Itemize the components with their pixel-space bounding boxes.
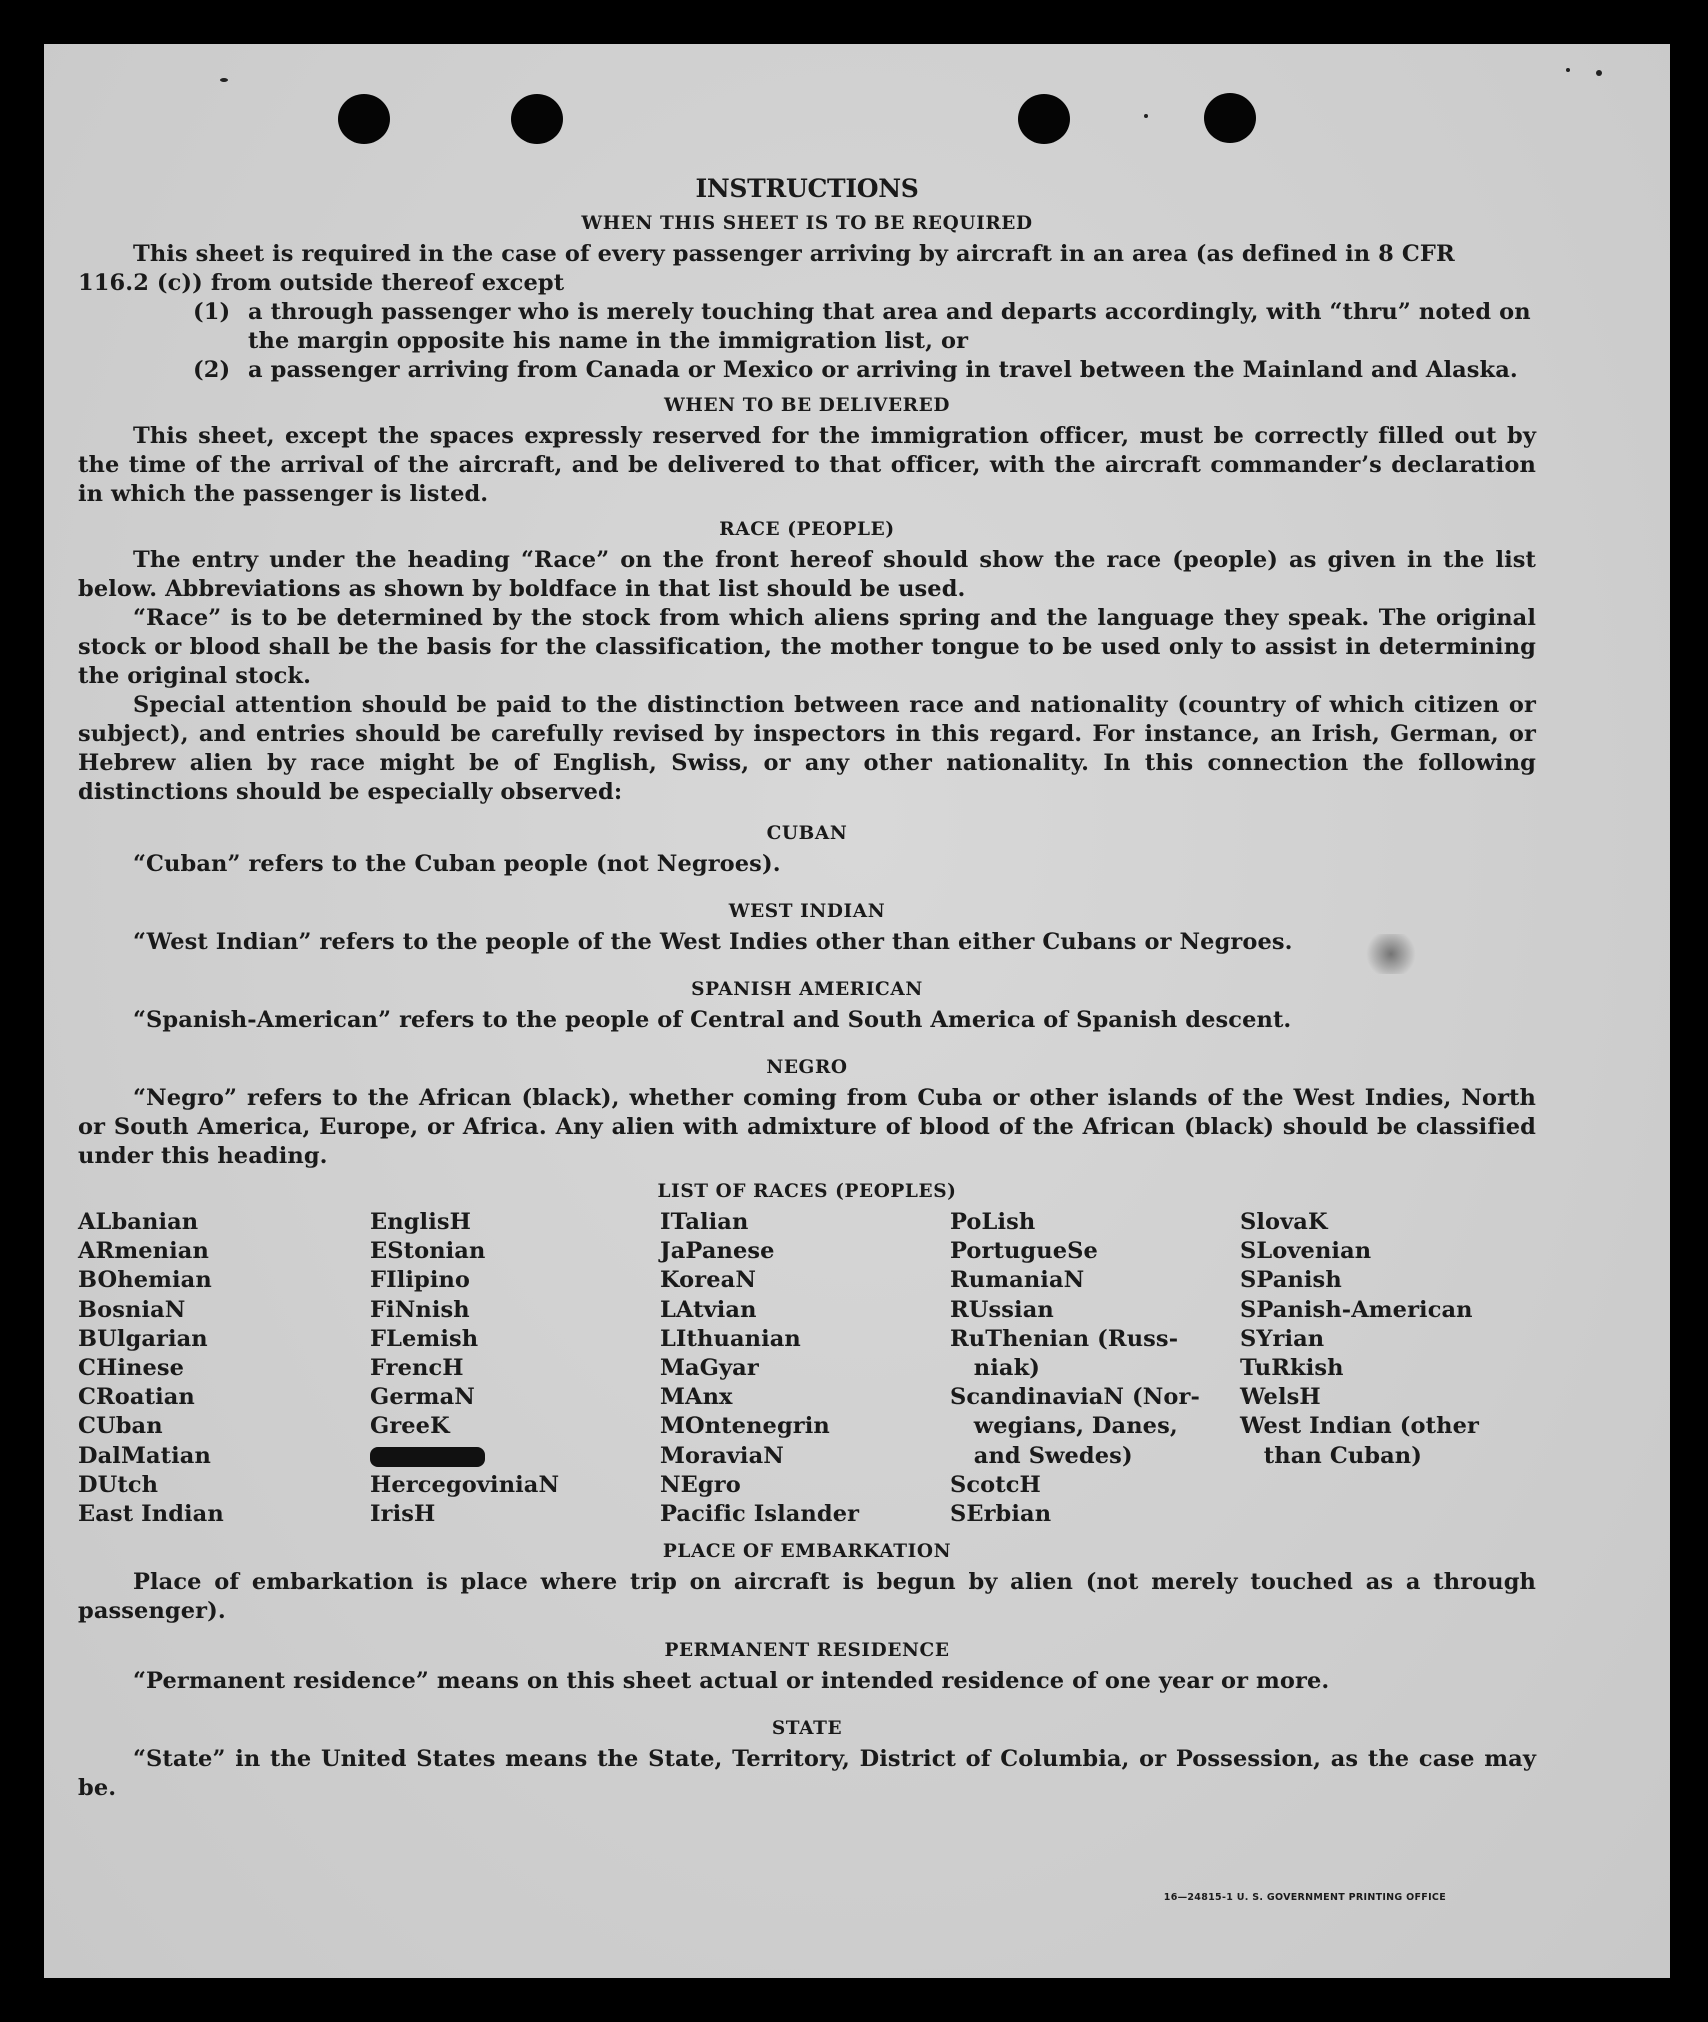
race-entry: EnglisH bbox=[370, 1209, 471, 1235]
punch-hole bbox=[1204, 93, 1256, 143]
race-entry: ALbanian bbox=[78, 1209, 199, 1235]
heading-west-indian: WEST INDIAN bbox=[728, 901, 886, 922]
race-column bbox=[78, 1208, 370, 1529]
exception-number: (1) bbox=[193, 299, 231, 325]
punch-hole bbox=[511, 94, 563, 144]
when-required-line1: This sheet is required in the case of every passenger arriving by aircraft in an area (as defined in 8 CFR bbox=[133, 241, 1455, 267]
instructions-content bbox=[78, 174, 1536, 1803]
race-paragraph-2: “Race” is to be determined by the stock from which aliens spring and the language they speak. The original stock or blood shall be the basis for the classification, the mother tongue to be used only to assist in determining the original stock. bbox=[78, 605, 1536, 689]
race-entry: than Cuban) bbox=[1240, 1442, 1423, 1469]
negro-text: “Negro” refers to the African (black), whether coming from Cuba or other islands of the West Indies, North or South America, Europe, or Africa. Any alien with admixture of blood of the African (black) should be classified under this heading. bbox=[78, 1085, 1536, 1169]
heading-state: STATE bbox=[771, 1718, 843, 1740]
race-column bbox=[1240, 1208, 1536, 1529]
race-entry: MAnx bbox=[660, 1384, 733, 1411]
race-entry: Pacific Islander bbox=[660, 1501, 860, 1528]
heading-when-delivered: WHEN TO BE DELIVERED bbox=[664, 395, 950, 416]
document-page bbox=[44, 44, 1670, 1978]
heading-when-required: WHEN THIS SHEET IS TO BE REQUIRED bbox=[581, 213, 1033, 234]
when-required-line2: 116.2 (c)) from outside thereof except bbox=[78, 270, 565, 296]
race-entry: EStonian bbox=[370, 1238, 486, 1265]
speck bbox=[1596, 70, 1602, 76]
race-column bbox=[660, 1208, 950, 1529]
speck bbox=[1144, 114, 1148, 118]
race-entry: FiNnish bbox=[370, 1296, 470, 1323]
race-entry: GermaN bbox=[370, 1384, 475, 1411]
exception-text: a passenger arriving from Canada or Mexico or arriving in travel between the Mainland and Alaska. bbox=[248, 357, 1518, 383]
heading-spanish-american: SPANISH AMERICAN bbox=[691, 979, 923, 1000]
race-entry: SPanish bbox=[1240, 1267, 1342, 1294]
race-entry: wegians, Danes, bbox=[950, 1413, 1178, 1440]
race-entry: MaGyar bbox=[660, 1355, 759, 1382]
residence-text: “Permanent residence” means on this sheet actual or intended residence of one year or more. bbox=[133, 1668, 1330, 1695]
race-entry: BUlgarian bbox=[78, 1325, 208, 1352]
race-entry: SErbian bbox=[950, 1501, 1052, 1528]
race-entry: LAtvian bbox=[660, 1296, 757, 1323]
race-entry: RumaniaN bbox=[950, 1267, 1085, 1294]
race-paragraph-1: The entry under the heading “Race” on the front hereof should show the race (people) as given in the list below. Abbreviations as shown by boldface in that list should be used. bbox=[78, 547, 1536, 602]
speck bbox=[220, 78, 228, 82]
race-entry: CHinese bbox=[78, 1355, 185, 1382]
race-entry: NEgro bbox=[660, 1471, 741, 1498]
race-entry: ITalian bbox=[660, 1209, 749, 1235]
when-required-text bbox=[78, 240, 1536, 298]
race-entry: MoraviaN bbox=[660, 1442, 784, 1469]
race-entry: CUban bbox=[78, 1413, 163, 1440]
spanish-american-text: “Spanish-American” refers to the people of Central and South America of Spanish descent. bbox=[133, 1007, 1292, 1033]
redaction-mark bbox=[370, 1447, 485, 1467]
race-entry: and Swedes) bbox=[950, 1442, 1133, 1469]
race-entry: SlovaK bbox=[1240, 1209, 1328, 1235]
redacted-entry bbox=[370, 1442, 660, 1471]
race-entry: LIthuanian bbox=[660, 1325, 801, 1352]
race-entry: SYrian bbox=[1240, 1325, 1325, 1352]
race-entry: DUtch bbox=[78, 1471, 159, 1498]
race-entry: WelsH bbox=[1240, 1384, 1321, 1411]
cuban-text: “Cuban” refers to the Cuban people (not Negroes). bbox=[133, 851, 781, 877]
printing-office-code: 16—24815-1 U. S. GOVERNMENT PRINTING OFFICE bbox=[1163, 1892, 1446, 1903]
exception-number: (2) bbox=[193, 357, 231, 383]
race-entry: CRoatian bbox=[78, 1384, 195, 1411]
heading-permanent-residence: PERMANENT RESIDENCE bbox=[664, 1640, 950, 1662]
race-entry: niak) bbox=[950, 1355, 1041, 1382]
punch-hole bbox=[338, 94, 390, 144]
when-delivered-text: This sheet, except the spaces expressly reserved for the immigration officer, must be correctly filled out by the time of the arrival of the aircraft, and be delivered to that officer, with the aircraft commander’s declaration in which the passenger is listed. bbox=[78, 423, 1536, 507]
race-entry: RUssian bbox=[950, 1296, 1054, 1323]
race-column bbox=[370, 1208, 660, 1529]
heading-race: RACE (PEOPLE) bbox=[719, 519, 895, 540]
race-column bbox=[950, 1208, 1240, 1529]
exception-item bbox=[78, 356, 1536, 385]
race-entry: DalMatian bbox=[78, 1442, 211, 1469]
race-paragraph-3: Special attention should be paid to the distinction between race and nationality (country of which citizen or subject), and entries should be carefully revised by inspectors in this regard. For instance, an Irish, German, or Hebrew alien by race might be of English, Swiss, or any other nationality. In this connection the following distinctions should be especially observed: bbox=[78, 692, 1536, 805]
race-entry: PortugueSe bbox=[950, 1238, 1098, 1265]
race-entry: HercegoviniaN bbox=[370, 1471, 560, 1498]
race-entry: TuRkish bbox=[1240, 1355, 1344, 1382]
race-entry: West Indian (other bbox=[1240, 1413, 1479, 1440]
embarkation-text: Place of embarkation is place where trip on aircraft is begun by alien (not merely touched as a through passenger). bbox=[78, 1569, 1536, 1625]
race-entry: FIlipino bbox=[370, 1267, 471, 1294]
race-entry: GreeK bbox=[370, 1413, 450, 1440]
speck bbox=[1566, 68, 1570, 72]
race-entry: SPanish-American bbox=[1240, 1296, 1473, 1323]
race-entry: FLemish bbox=[370, 1325, 479, 1352]
race-entry: JaPanese bbox=[660, 1238, 775, 1265]
race-list bbox=[78, 1208, 1536, 1529]
race-entry: IrisH bbox=[370, 1501, 436, 1528]
race-entry: RuThenian (Russ- bbox=[950, 1325, 1179, 1352]
heading-list-of-races: LIST OF RACES (PEOPLES) bbox=[657, 1181, 957, 1202]
state-text: “State” in the United States means the State, Territory, District of Columbia, or Possession, as the case may be. bbox=[78, 1746, 1536, 1802]
race-entry: ScandinaviaN (Nor- bbox=[950, 1384, 1200, 1411]
race-entry: KoreaN bbox=[660, 1267, 756, 1294]
heading-negro: NEGRO bbox=[766, 1057, 848, 1078]
page-title: INSTRUCTIONS bbox=[695, 174, 919, 203]
race-entry: East Indian bbox=[78, 1501, 224, 1528]
punch-hole bbox=[1018, 94, 1070, 144]
race-entry: ARmenian bbox=[78, 1238, 209, 1265]
heading-cuban: CUBAN bbox=[766, 823, 848, 844]
west-indian-text: “West Indian” refers to the people of the West Indies other than either Cubans or Negroes. bbox=[133, 929, 1293, 955]
race-entry: BosniaN bbox=[78, 1296, 186, 1323]
race-entry: BOhemian bbox=[78, 1267, 212, 1294]
exception-item bbox=[78, 298, 1536, 356]
race-entry: PoLish bbox=[950, 1209, 1036, 1235]
race-entry: SLovenian bbox=[1240, 1238, 1372, 1265]
heading-embarkation: PLACE OF EMBARKATION bbox=[662, 1541, 952, 1563]
race-entry: MOntenegrin bbox=[660, 1413, 830, 1440]
race-entry: ScotcH bbox=[950, 1471, 1041, 1498]
race-entry: FrencH bbox=[370, 1355, 464, 1382]
exception-text: a through passenger who is merely touching that area and departs accordingly, with “thru” noted on the margin opposite his name in the immigration list, or bbox=[248, 299, 1531, 354]
